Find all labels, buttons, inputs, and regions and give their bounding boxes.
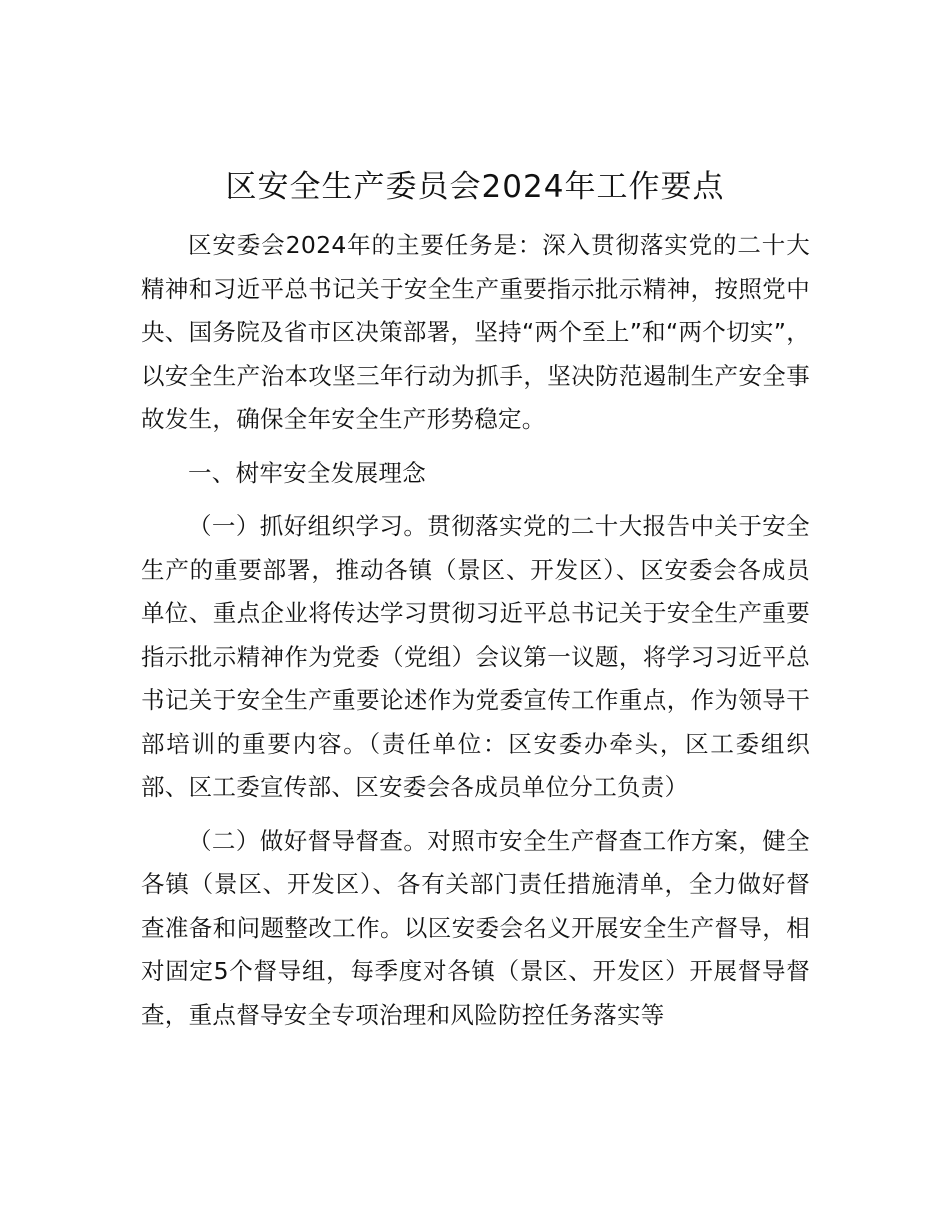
- document-title: 区安全生产委员会2024年工作要点: [225, 169, 725, 205]
- document-body: [141, 224, 810, 1037]
- section-heading: 一、树牢安全发展理念: [188, 458, 426, 487]
- item-paragraph-2: （二）做好督导督查。对照市安全生产督查工作方案，健全各镇（景区、开发区）、各有关部门责任措施清单，全力做好督查准备和问题整改工作。以区安委会名义开展安全生产督导，相对固定5个督导组，每季度对各镇（景区、开发区）开展督导督查，重点督导安全专项治理和风险防控任务落实等: [141, 826, 810, 1029]
- item-paragraph-1: （一）抓好组织学习。贯彻落实党的二十大报告中关于安全生产的重要部署，推动各镇（景区、开发区）、区安委会各成员单位、重点企业将传达学习贯彻习近平总书记关于安全生产重要指示批示精神作为党委（党组）会议第一议题，将学习习近平总书记关于安全生产重要论述作为党委宣传工作重点，作为领导干部培训的重要内容。（责任单位：区安委办牵头，区工委组织部、区工委宣传部、区安委会各成员单位分工负责）: [141, 512, 810, 801]
- intro-paragraph: 区安委会2024年的主要任务是：深入贯彻落实党的二十大精神和习近平总书记关于安全生产重要指示批示精神，按照党中央、国务院及省市区决策部署，坚持“两个至上”和“两个切实”，以安全生产治本攻坚三年行动为抓手，坚决防范遏制生产安全事故发生，确保全年安全生产形势稳定。: [141, 231, 810, 433]
